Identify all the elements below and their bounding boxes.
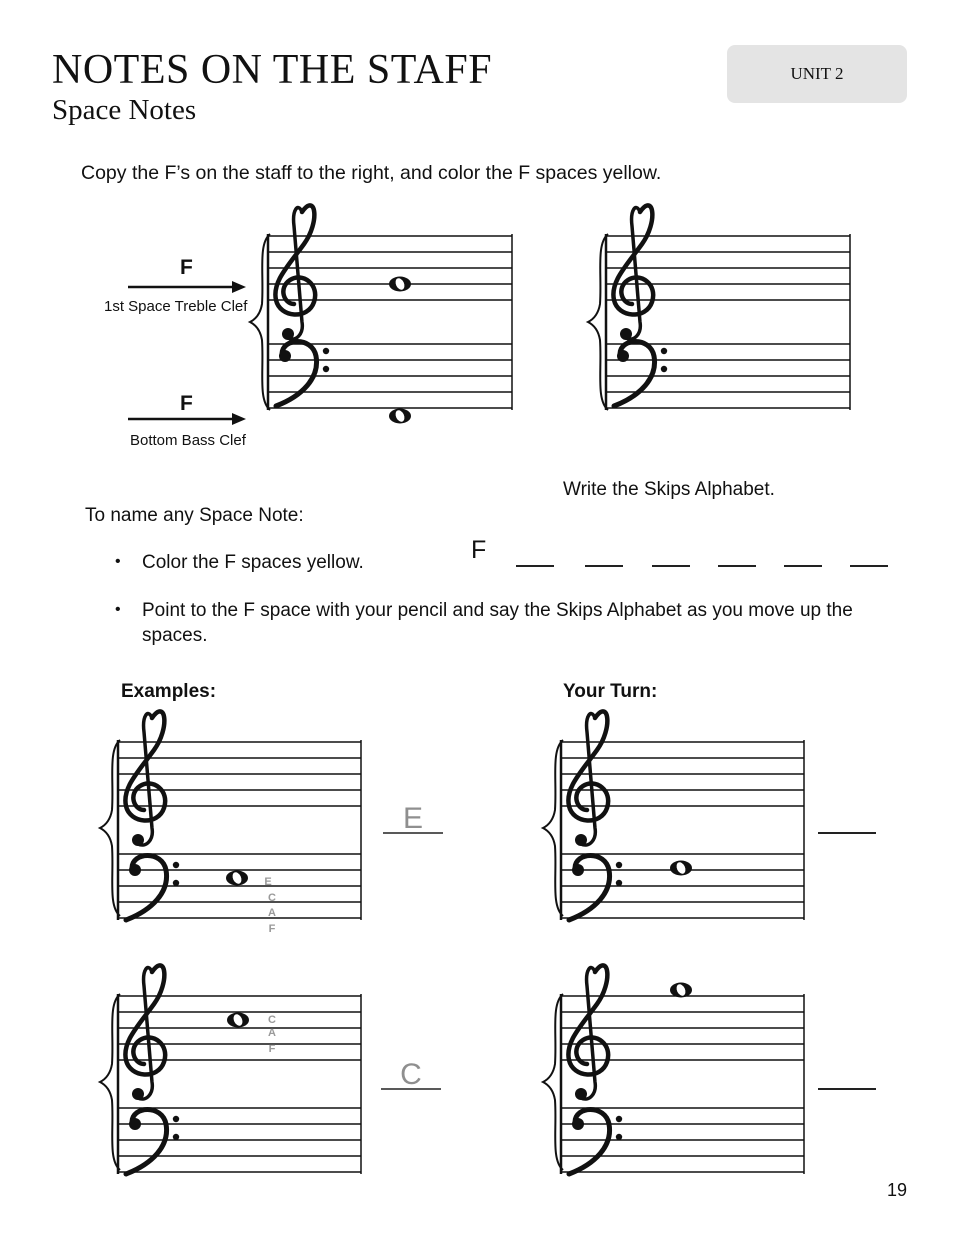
treble-f-caption: 1st Space Treble Clef [104,298,248,315]
skips-blank-4[interactable] [718,565,756,567]
bass-f-letter: F [180,392,193,415]
skips-prompt: Write the Skips Alphabet. [563,479,775,500]
skips-blank-6[interactable] [850,565,888,567]
page-subtitle: Space Notes [52,94,197,126]
unit-badge [727,45,907,103]
how-to-bullet-1: Color the F spaces yellow. [142,552,364,573]
counting-letter-a: A [268,1027,276,1039]
bullet-icon: • [115,553,121,570]
whole-note-icon [389,409,411,424]
page-number: 19 [886,1180,907,1200]
your-turn-heading: Your Turn: [563,681,658,702]
example-1-answer-letter: E [402,802,424,835]
counting-letter-f: F [268,923,276,935]
page-title: NOTES ON THE STAFF [52,47,493,93]
your-turn-1-answer-blank[interactable] [818,832,876,834]
skips-blank-3[interactable] [652,565,690,567]
how-to-bullet-2: Point to the F space with your pencil and say the Skips Alphabet as you move up the spaces. [142,600,853,646]
model-grand-staff [254,210,516,425]
treble-clef-icon [275,205,315,340]
bass-clef-icon [614,342,667,407]
your-turn-2-grand-staff[interactable] [547,970,809,1194]
example-2-answer [381,1052,443,1094]
bass-clef-icon [569,1110,622,1175]
whole-note-icon [226,871,248,886]
whole-note-icon [227,1013,249,1028]
counting-letter-c: C [268,892,276,904]
whole-note-icon [389,277,411,292]
skips-blank-1[interactable] [516,565,554,567]
treble-clef-icon [125,965,165,1100]
copy-instruction: Copy the F’s on the staff to the right, and color the F spaces yellow. [81,162,662,184]
skips-blank-5[interactable] [784,565,822,567]
counting-letter-e: E [264,876,272,888]
your-turn-2-answer-blank[interactable] [818,1088,876,1090]
counting-letter-c: C [268,1014,276,1026]
bass-clef-icon [276,342,329,407]
bass-arrow-icon [128,412,248,426]
bass-f-caption: Bottom Bass Clef [130,432,246,449]
your-turn-1-grand-staff[interactable] [547,716,809,940]
bass-clef-icon [126,1110,179,1175]
skips-start-letter: F [471,536,487,564]
bass-clef-icon [569,856,622,921]
unit-badge-label: UNIT 2 [790,64,844,83]
bass-clef-icon [126,856,179,921]
treble-clef-icon [125,711,165,846]
skips-blank-2[interactable] [585,565,623,567]
treble-clef-icon [568,711,608,846]
treble-clef-icon [568,965,608,1100]
bullet-icon: • [115,601,121,618]
treble-clef-icon [613,205,653,340]
example-1-answer [383,796,445,838]
treble-arrow-icon [128,280,248,294]
example-2-grand-staff [104,970,366,1194]
example-1-grand-staff [104,716,366,940]
whole-note-icon [670,861,692,876]
example-2-answer-letter: C [400,1058,422,1091]
how-to-heading: To name any Space Note: [85,505,304,526]
examples-heading: Examples: [121,681,217,702]
copy-grand-staff[interactable] [592,210,854,425]
counting-letter-a: A [268,907,276,919]
whole-note-icon [670,983,692,998]
treble-f-letter: F [180,256,193,279]
counting-letter-f: F [268,1043,276,1055]
